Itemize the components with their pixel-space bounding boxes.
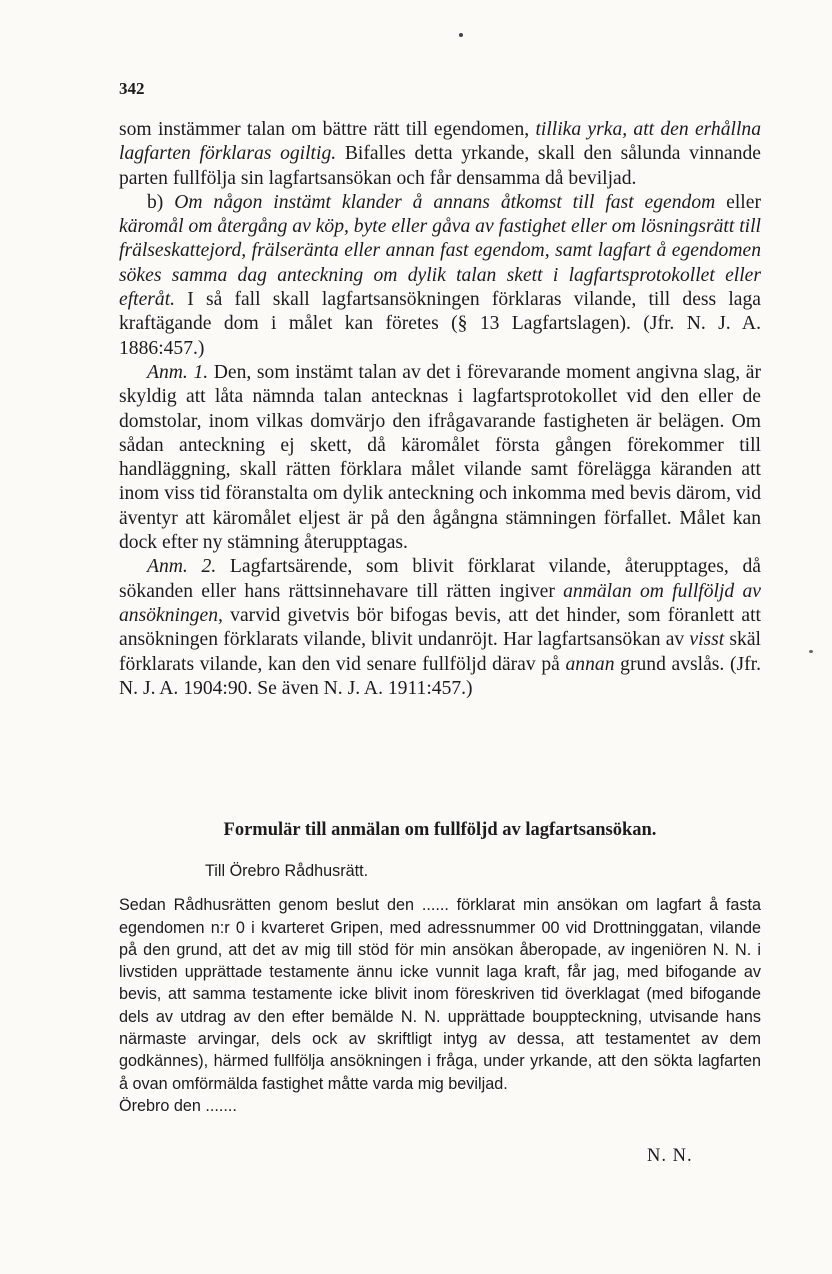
italic-run: visst [689, 629, 725, 651]
text-run: grund avslås. (Jfr. N. J. A. 1904:90. Se även N. J. A. 1911:457.) [119, 653, 761, 699]
paragraph-continuation [119, 118, 761, 191]
print-speck-margin [809, 650, 813, 653]
text-run: skäl förklarats vilande, kan den vid senare fullföljd därav på [119, 629, 761, 675]
main-text [119, 118, 761, 701]
text-run: varvid givetvis bör bifogas bevis, att det hinder, som föranlett att ansökningen förklarats vilande, blivit undanröjt. Har lagfartsansökan av [119, 604, 761, 651]
text-run: Den, som instämt talan av det i förevarande moment angivna slag, är skyldig att låta nämnda talan antecknas i lagfartsprotokollet vid den eller de domstolar, inom vilkas domvärjo den ifrågavarande fastigheten är belägen. Om sådan anteckning ej skett, då käromålet första gången förekommer till handläggning, skall rätten förklara målet vilande samt förelägga käranden att inom viss tid föranstalta om dylik anteckning och inkomma med bevis därom, vid äventyr att käromålet eljest är på den ågångna stämningen förfallet. Målet kan dock efter ny stämning återupptagas. [119, 361, 761, 554]
paragraph-anm-2 [119, 555, 761, 701]
form-text: Sedan Rådhusrätten genom beslut den ...... förklarat min ansökan om lagfart å fasta egendomen n:r 0 i kvarteret Gripen, med adressnummer 00 vid Drottninggatan, vilande på den grund, att det av mig till stöd för min ansökan åberopade, av ingeniören N. N. i livstiden upprättade testamente ännu icke vunnit laga kraft, får jag, med bifogande av bevis, att samma testamente icke blivit inom föreskriven tid överklagat (med bifogande dels av utdrag av den efter bemälde N. N. upprättade bouppteckning, utvisande hans närmaste arvingar, dels ock av skriftligt intyg av dessa, att testamentet av dem godkännes), härmed fullfölja ansökningen i fråga, under yrkande, att den sökta lagfarten å ovan omförmälda fastighet måtte varda mig beviljad. [119, 896, 761, 1093]
italic-run: anmälan om fullföljd av ansökningen, [119, 580, 761, 626]
text-run: Bifalles detta yrkande, skall den sålunda vinnande parten fullfölja sin lagfartsansökan och får densamma då beviljad. [119, 143, 761, 189]
italic-run: Anm. 1. [147, 361, 209, 383]
print-speck [459, 33, 463, 37]
form-body [119, 860, 761, 1117]
italic-run: Om någon instämt klander å annans åtkomst till fast egendom [174, 191, 716, 213]
form-signature: N. N. [647, 1146, 693, 1166]
paragraph-anm-1 [119, 361, 761, 555]
italic-run: tillika yrka, att den erhållna lagfarten förklaras ogiltig. [119, 119, 762, 165]
text-run: Lagfartsärende, som blivit förklarat vilande, återupptages, då sökanden eller hans rättsinnehavare till rätten ingiver [119, 556, 761, 602]
italic-run: käromål om återgång av köp, byte eller gåva av fastighet eller om lösningsrätt till frälseskattejord, frälseränta eller annan fast egendom, samt lagfart å egendomen sökes samma dag anteckning om dylik talan skett i lagfartsprotokollet eller efteråt. [119, 216, 761, 311]
italic-run: annan [565, 653, 615, 675]
text-run: som instämmer talan om bättre rätt till egendomen, [119, 119, 536, 140]
text-run: b) [147, 191, 175, 213]
form-title: Formulär till anmälan om fullföljd av lagfartsansökan. [223, 820, 657, 840]
form-addressee: Till Örebro Rådhusrätt. [205, 862, 369, 880]
page-number: 342 [119, 79, 145, 98]
paragraph-b [119, 191, 761, 361]
form-place-date: Örebro den ....... [119, 1096, 237, 1115]
text-run: eller [715, 191, 761, 213]
text-run: I så fall skall lagfartsansökningen förklaras vilande, till dess laga kraftägande dom i målet kan företes (§ 13 Lagfartslagen). (Jfr. N. J. A. 1886:457.) [119, 289, 761, 359]
italic-run: Anm. 2. [147, 556, 217, 578]
